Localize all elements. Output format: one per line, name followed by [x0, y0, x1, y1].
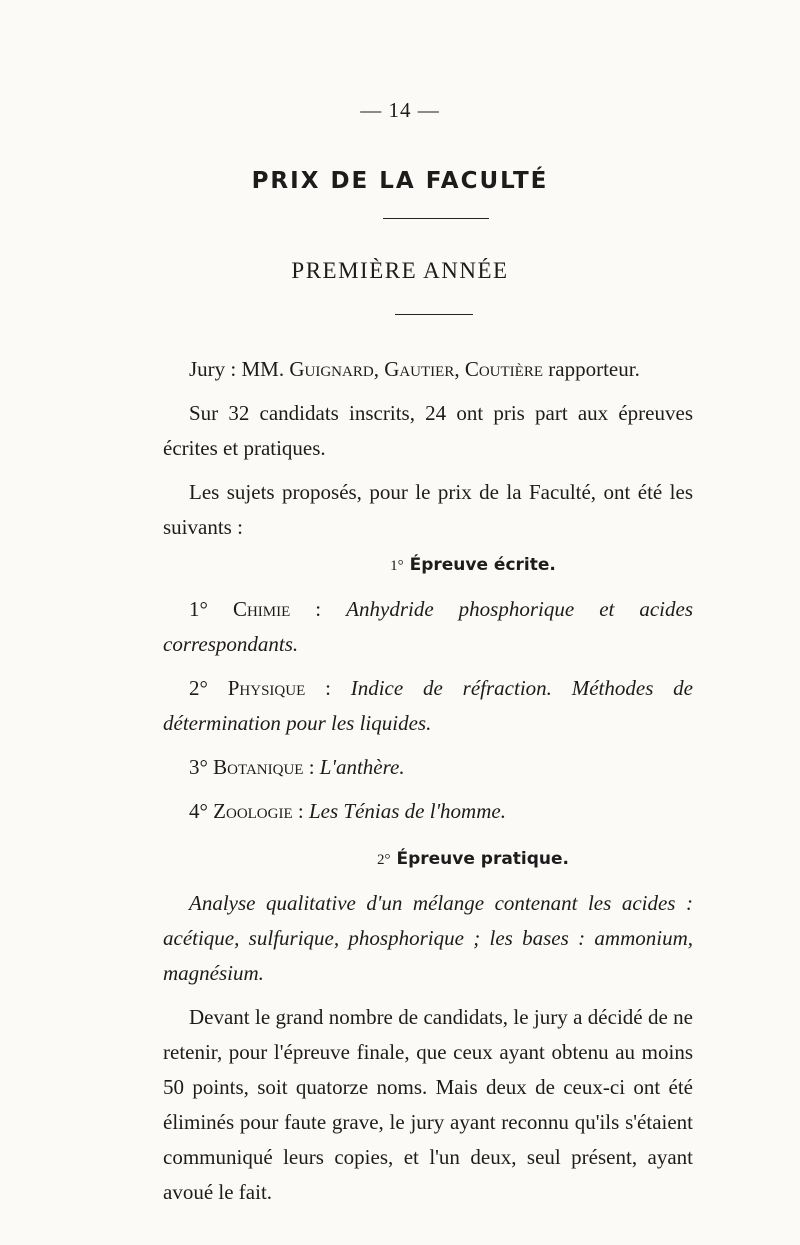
subject-name: Chimie — [232, 597, 291, 621]
subject-number: 1° — [189, 597, 208, 621]
subject-topic: L'anthère. — [319, 755, 405, 779]
subject-topic: Anhydride phosphorique et acides correspondants. — [163, 597, 694, 656]
subtitle-rule — [395, 314, 473, 315]
subject-topic: Les Ténias de l'homme. — [308, 799, 506, 823]
subject-separator: : — [303, 755, 320, 779]
subject-name: Botanique — [213, 755, 304, 779]
subject-item — [163, 794, 693, 829]
section-subtitle: PREMIÈRE ANNÉE — [291, 258, 509, 283]
written-exam-number: 1° — [390, 558, 404, 574]
written-exam-label: Épreuve écrite. — [409, 555, 556, 575]
subject-topic: Indice de réfraction. Méthodes de détermination pour les liquides. — [163, 676, 694, 735]
subject-number: 3° — [189, 755, 208, 779]
subject-number: 4° — [189, 799, 208, 823]
final-paragraph: Devant le grand nombre de candidats, le jury a décidé de ne retenir, pour l'épreuve finale, que ceux ayant obtenu au moins 50 points, soit quatorze noms. Mais deux de ceux-ci ont été éliminés pour faute grave, le jury ayant reconnu qu'ils s'étaient communiqué leurs copies, et l'un deux, seul présent, ayant avoué le fait. — [163, 1005, 693, 1204]
jury-paragraph — [163, 352, 693, 387]
jury-label: Jury : MM. — [189, 357, 290, 381]
jury-role: rapporteur. — [543, 357, 640, 381]
practical-exam-label: Épreuve pratique. — [396, 849, 570, 869]
subjects-paragraph: Les sujets proposés, pour le prix de la Faculté, ont été les suivants : — [163, 480, 693, 539]
subject-item — [163, 750, 693, 785]
written-exam-heading — [163, 551, 693, 580]
subject-item — [163, 671, 693, 741]
subject-name: Physique — [227, 676, 306, 700]
subject-separator: : — [305, 676, 351, 700]
page-number: — 14 — — [360, 98, 440, 122]
practical-exam-heading — [163, 845, 693, 874]
subject-item — [163, 592, 693, 662]
jury-names: Guignard, Gautier, Coutière — [289, 357, 544, 381]
candidates-paragraph: Sur 32 candidats inscrits, 24 ont pris part aux épreuves écrites et pratiques. — [163, 401, 693, 460]
title-rule — [383, 218, 489, 219]
practical-exam-number: 2° — [376, 852, 391, 868]
subject-number: 2° — [189, 676, 208, 700]
practical-paragraph: Analyse qualitative d'un mélange contenant les acides : acétique, sulfurique, phosphorique ; les bases : ammonium, magnésium. — [163, 891, 693, 985]
subject-name: Zoologie — [213, 799, 293, 823]
subject-separator: : — [292, 799, 309, 823]
document-body — [163, 352, 693, 1210]
section-title: PRIX DE LA FACULTÉ — [251, 168, 549, 194]
subject-separator: : — [290, 597, 347, 621]
